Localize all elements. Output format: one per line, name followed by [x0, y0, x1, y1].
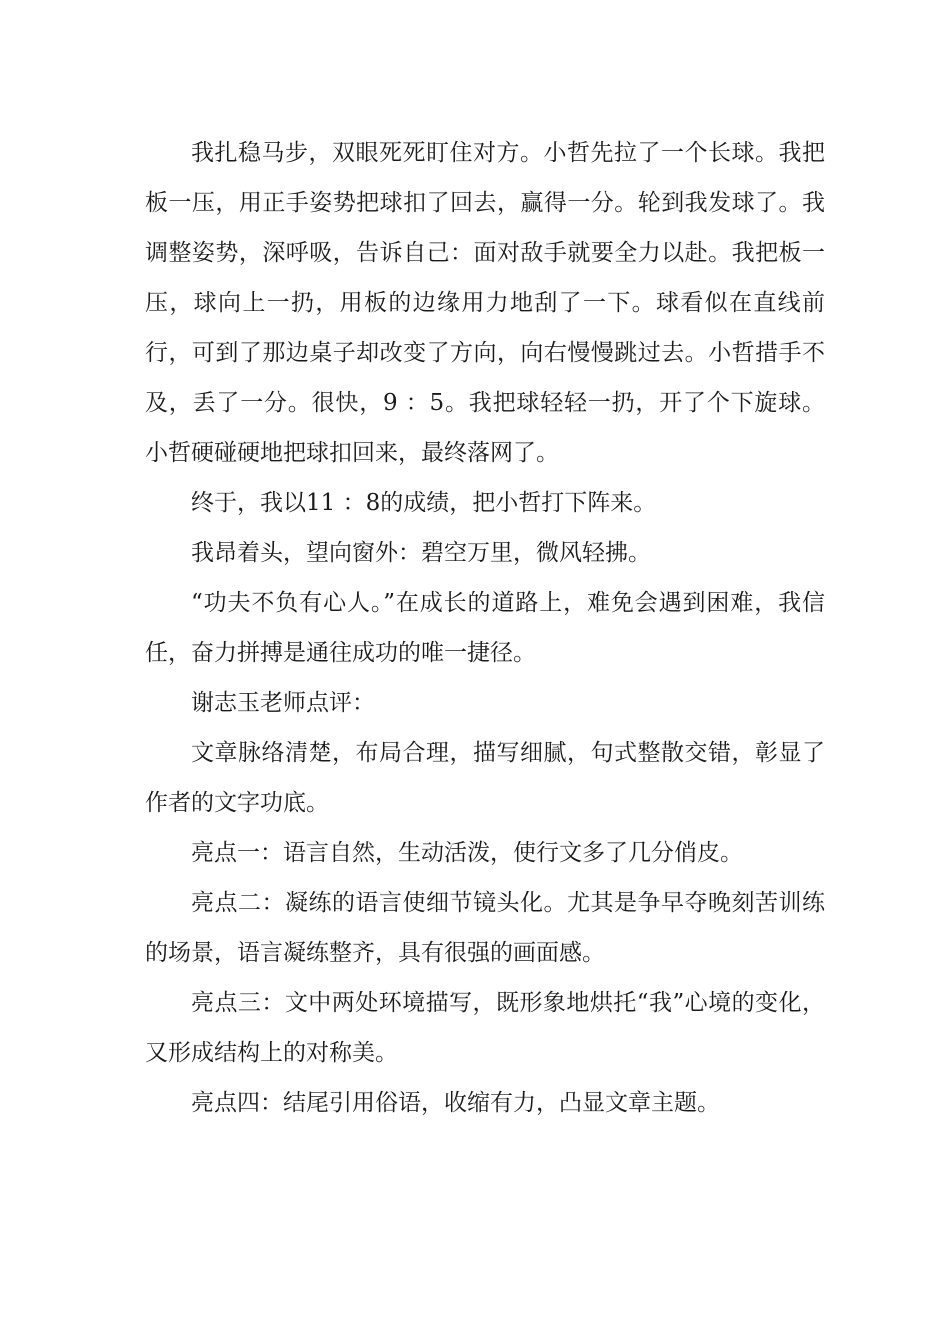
paragraph-final-score: 终于，我以11 ：8的成绩，把小哲打下阵来。 [191, 490, 657, 516]
paragraph-match-narrative: 我扎稳马步，双眼死死盯住对方。小哲先拉了一个长球。我把板一压，用正手姿势把球扣了回去，赢得一分。轮到我发球了。我调整姿势，深呼吸，告诉自己：面对敌手就要全力以赴。我把板一压，球向上一扔，用板的边缘用力地刮了一下。球看似在直线前行，可到了那边桌子却改变了方向，向右慢慢跳过去。小哲措手不及，丢了一分。很快，9 ：5。我把球轻轻一扔，开了个下旋球。小哲硬碰硬地把球扣回来，最终落网了。 [145, 140, 825, 466]
paragraph-teacher-comment-heading: 谢志玉老师点评： [191, 690, 375, 716]
paragraph-highlight-4: 亮点四：结尾引用俗语，收缩有力，凸显文章主题。 [191, 1090, 720, 1116]
document-body [145, 128, 825, 1128]
paragraph-window-view: 我昂着头，望向窗外：碧空万里，微风轻拂。 [191, 540, 651, 566]
paragraph-highlight-2: 亮点二：凝练的语言使细节镜头化。尤其是争早夺晚刻苦训练的场景，语言凝练整齐，具有很强的画面感。 [145, 890, 825, 966]
paragraph-highlight-1: 亮点一：语言自然，生动活泼，使行文多了几分俏皮。 [191, 840, 743, 866]
paragraph-highlight-3: 亮点三：文中两处环境描写，既形象地烘托“我”心境的变化，又形成结构上的对称美。 [145, 990, 825, 1066]
paragraph-comment-overview: 文章脉络清楚，布局合理，描写细腻，句式整散交错，彰显了作者的文字功底。 [145, 740, 825, 816]
paragraph-conclusion: “功夫不负有心人。”在成长的道路上，难免会遇到困难，我信任，奋力拼搏是通往成功的唯一捷径。 [145, 590, 825, 666]
